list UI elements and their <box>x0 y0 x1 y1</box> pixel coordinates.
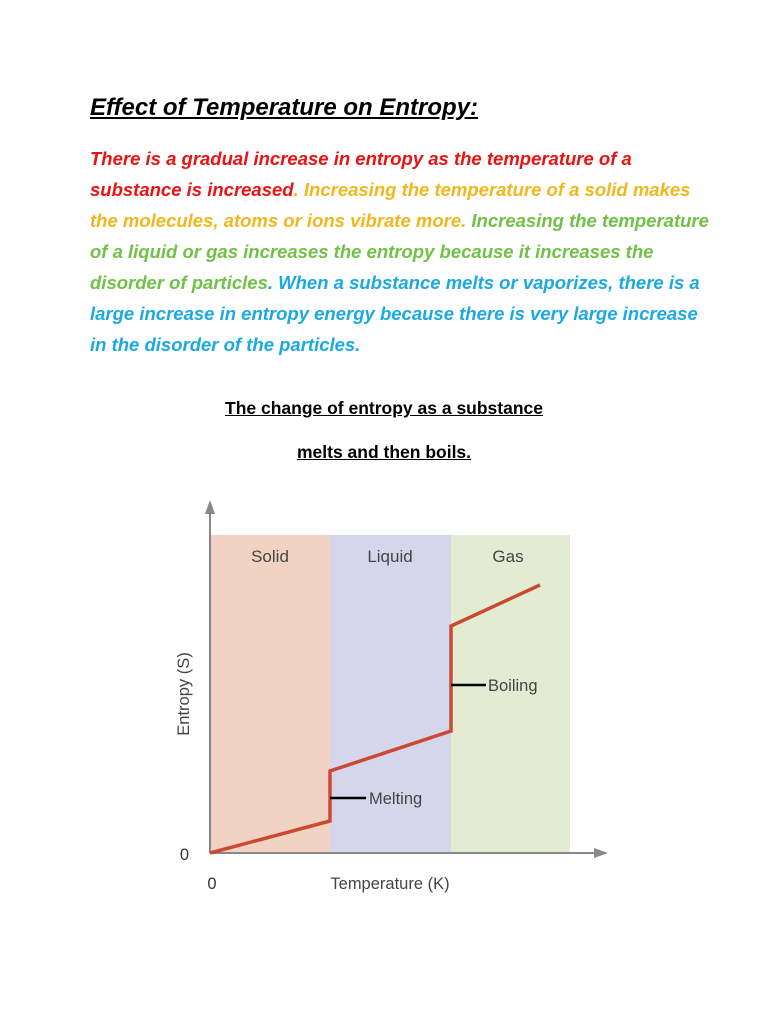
region-label-gas: Gas <box>492 547 524 566</box>
y-tick-zero: 0 <box>179 846 189 864</box>
entropy-chart <box>160 490 620 900</box>
y-axis-arrow <box>205 500 215 514</box>
chart-caption-line-1: The change of entropy as a substance <box>225 398 543 418</box>
x-axis-label: Temperature (K) <box>330 875 450 893</box>
region-label-solid: Solid <box>251 547 289 566</box>
y-axis-label: Entropy (S) <box>175 652 193 736</box>
intro-paragraph <box>90 143 710 360</box>
intro-sentence-yellow: . Increasing the temperature of a solid makes the molecules, atoms or ions vibrate more. <box>90 179 691 231</box>
region-label-liquid: Liquid <box>367 547 413 566</box>
boiling-label: Boiling <box>488 677 538 695</box>
intro-sentence-green: Increasing the temperature of a liquid or gas increases the entropy because it increases the disorder of particles <box>90 210 709 293</box>
x-axis-arrow <box>594 848 608 858</box>
intro-sentence-blue: . When a substance melts or vaporizes, there is a large increase in entropy energy because there is very large increase in the disorder of the particles. <box>90 272 700 355</box>
intro-sentence-red: There is a gradual increase in entropy as the temperature of a substance is increased <box>90 148 632 200</box>
region-solid <box>210 535 330 853</box>
page-title: Effect of Temperature on Entropy: <box>90 94 479 121</box>
chart-caption-line-2: melts and then boils. <box>296 442 472 462</box>
melting-label: Melting <box>369 790 423 808</box>
x-tick-zero: 0 <box>207 875 217 893</box>
